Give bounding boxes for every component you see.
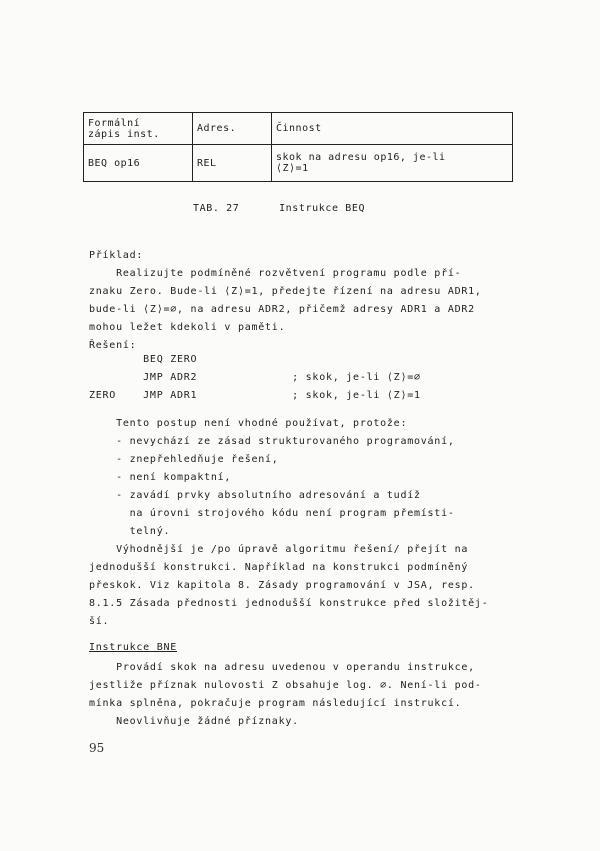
- page-number: 95: [89, 741, 105, 755]
- cell-addressing: REL: [193, 145, 272, 182]
- text-line: přeskok. Viz kapitola 8. Zásady programování v JSA, resp.: [89, 580, 475, 591]
- text-line: Neovlivňuje žádné příznaky.: [89, 716, 299, 727]
- text-line: Výhodnější je /po úpravě algoritmu řešení/ přejít na: [89, 544, 469, 555]
- text-line: ZERO JMP ADR1 ; skok, je-li ⟨Z⟩=1: [89, 390, 421, 401]
- cell-activity: skok na adresu op16, je-li ⟨Z⟩=1: [272, 145, 513, 182]
- text-line: Řešení:: [89, 340, 137, 351]
- table-row: [84, 145, 513, 182]
- cell-formal-notation: BEQ op16: [84, 145, 193, 182]
- header-formal-notation: Formální zápis inst.: [84, 113, 193, 145]
- table-caption: TAB. 27 Instrukce BEQ: [193, 203, 366, 214]
- text-line: Instrukce BNE: [89, 642, 178, 653]
- table-header-row: [84, 113, 513, 145]
- text-line: - znepřehledňuje řešení,: [89, 454, 279, 465]
- instruction-table: [83, 112, 513, 182]
- text-line: bude-li ⟨Z⟩=∅, na adresu ADR2, přičemž adresy ADR1 a ADR2: [89, 304, 475, 315]
- header-addressing: Adres.: [193, 113, 272, 145]
- text-line: mínka splněna, pokračuje program následující instrukcí.: [89, 698, 462, 709]
- text-line: telný.: [89, 526, 171, 537]
- text-line: na úrovni strojového kódu není program přemísti-: [89, 508, 455, 519]
- text-line: - není kompaktní,: [89, 472, 232, 483]
- text-line: - zavádí prvky absolutního adresování a tudíž: [89, 490, 421, 501]
- text-line: Provádí skok na adresu uvedenou v operandu instrukce,: [89, 662, 475, 673]
- text-line: jestliže příznak nulovosti Z obsahuje log. ∅. Není-li pod-: [89, 680, 482, 691]
- header-activity: Činnost: [272, 113, 513, 145]
- text-line: jednodušší konstrukci. Například na konstrukci podmíněný: [89, 562, 469, 573]
- text-line: Příklad:: [89, 250, 144, 261]
- text-line: ší.: [89, 616, 110, 627]
- text-line: BEQ ZERO: [89, 354, 198, 365]
- text-line: znaku Zero. Bude-li ⟨Z⟩=1, předejte řízení na adresu ADR1,: [89, 286, 482, 297]
- text-line: JMP ADR2 ; skok, je-li ⟨Z⟩=∅: [89, 372, 421, 383]
- text-line: 8.1.5 Zásada přednosti jednodušší konstrukce před složitěj-: [89, 598, 489, 609]
- text-line: Tento postup není vhodné používat, protože:: [89, 418, 408, 429]
- text-line: Realizujte podmíněné rozvětvení programu podle pří-: [89, 268, 462, 279]
- text-line: mohou ležet kdekoli v paměti.: [89, 322, 286, 333]
- text-line: - nevychází ze zásad strukturovaného programování,: [89, 436, 455, 447]
